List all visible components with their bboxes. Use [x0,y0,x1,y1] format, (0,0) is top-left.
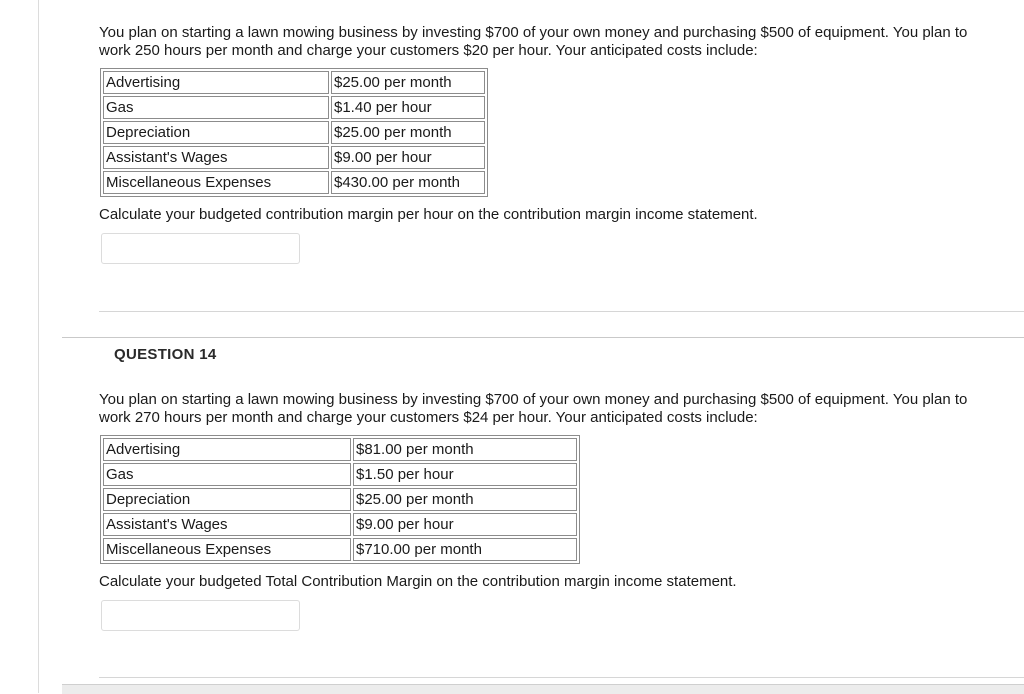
cost-value: $1.50 per hour [353,463,577,486]
cost-label: Miscellaneous Expenses [103,171,329,194]
cost-value: $25.00 per month [353,488,577,511]
cost-label: Depreciation [103,121,329,144]
table-row [103,146,485,169]
cost-value: $81.00 per month [353,438,577,461]
q13-prompt: You plan on starting a lawn mowing business by investing $700 of your own money and purchasing $500 of equipment. You plan to work 250 hours per month and charge your customers $20 per hour. Your anticipated costs include: [99,24,968,59]
section-divider [62,337,1024,338]
q14-heading: QUESTION 14 [114,346,217,363]
table-row [103,463,577,486]
cost-value: $710.00 per month [353,538,577,561]
cost-label: Assistant's Wages [103,146,329,169]
cost-label: Assistant's Wages [103,513,351,536]
cost-value: $9.00 per hour [331,146,485,169]
left-rail [0,0,39,693]
q14-question: Calculate your budgeted Total Contribution Margin on the contribution margin income statement. [99,573,737,590]
q14-answer-input[interactable] [101,600,300,631]
cost-value: $1.40 per hour [331,96,485,119]
q13-prompt-block [99,24,999,60]
cost-value: $9.00 per hour [353,513,577,536]
table-row [103,488,577,511]
table-row [103,96,485,119]
cost-label: Miscellaneous Expenses [103,538,351,561]
cost-label: Advertising [103,71,329,94]
cost-label: Advertising [103,438,351,461]
table-row [103,438,577,461]
q13-costs-table [100,68,488,197]
cost-label: Gas [103,463,351,486]
table-row [103,538,577,561]
cost-label: Depreciation [103,488,351,511]
q14-prompt: You plan on starting a lawn mowing business by investing $700 of your own money and purchasing $500 of equipment. You plan to work 270 hours per month and charge your customers $24 per hour. Your anticipated costs include: [99,391,968,426]
q13-question: Calculate your budgeted contribution margin per hour on the contribution margin income statement. [99,206,758,223]
table-row [103,121,485,144]
cost-value: $25.00 per month [331,121,485,144]
q14-divider [99,677,1024,678]
q14-costs-table [100,435,580,564]
q13-answer-input[interactable] [101,233,300,264]
q14-prompt-block [99,391,999,427]
q13-divider [99,311,1024,312]
table-row [103,513,577,536]
table-row [103,171,485,194]
table-row [103,71,485,94]
cost-value: $430.00 per month [331,171,485,194]
cost-value: $25.00 per month [331,71,485,94]
cost-label: Gas [103,96,329,119]
